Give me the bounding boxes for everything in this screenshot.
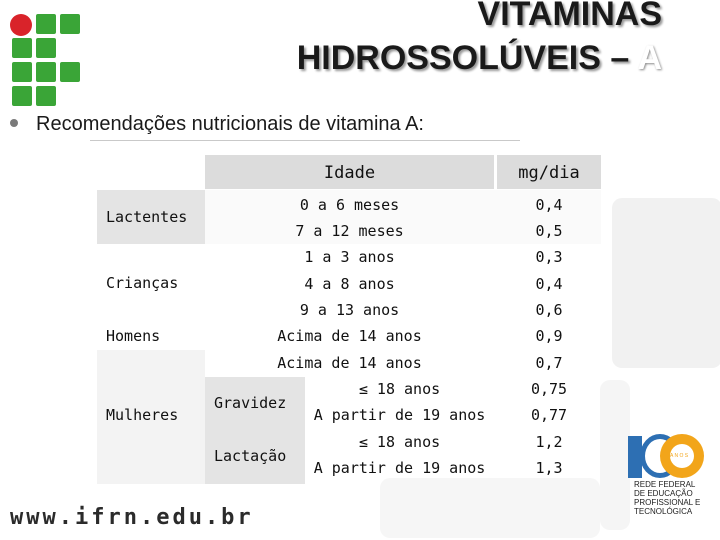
row-value: 0,5 — [535, 222, 563, 240]
row-value: 0,75 — [530, 380, 568, 398]
title-line-1: VITAMINAS — [477, 0, 662, 33]
bullet-text: Recomendações nutricionais de vitamina A: — [10, 113, 424, 136]
row-age: 0 a 6 meses — [299, 196, 400, 214]
group-pregnancy: Gravidez — [214, 394, 287, 412]
group-women: Mulheres — [106, 406, 179, 424]
anniversary-logo — [626, 432, 706, 532]
row-value: 1,3 — [535, 459, 563, 477]
row-age: 9 a 13 anos — [299, 301, 400, 319]
title-line-2: HIDROSSOLÚVEIS – A — [296, 39, 662, 77]
row-value: 0,77 — [530, 406, 568, 424]
logo-letters: A N O S — [670, 453, 689, 459]
row-age: ≤ 18 anos — [358, 380, 441, 398]
group-children: Crianças — [106, 274, 179, 292]
row-age: Acima de 14 anos — [277, 327, 422, 345]
logo-text: REDE FEDERAL DE EDUCAÇÃO PROFISSIONAL E TECNOLÓGICA — [634, 480, 701, 516]
header-age: Idade — [323, 163, 376, 183]
row-age: Acima de 14 anos — [277, 354, 422, 372]
row-value: 0,7 — [535, 354, 563, 372]
row-age: ≤ 18 anos — [358, 433, 441, 451]
row-value: 1,2 — [535, 433, 563, 451]
group-infants: Lactentes — [106, 208, 188, 226]
row-value: 0,3 — [535, 248, 563, 266]
group-lactation: Lactação — [214, 447, 287, 465]
row-age: 4 a 8 anos — [304, 275, 395, 293]
row-value: 0,6 — [535, 301, 563, 319]
footer-url[interactable]: www.ifrn.edu.br — [10, 505, 254, 530]
row-age: 1 a 3 anos — [304, 248, 395, 266]
row-value: 0,4 — [535, 196, 563, 214]
row-age: A partir de 19 anos — [313, 459, 486, 477]
row-age: 7 a 12 meses — [295, 222, 404, 240]
row-value: 0,4 — [535, 275, 563, 293]
row-age: A partir de 19 anos — [313, 406, 486, 424]
group-men: Homens — [106, 327, 161, 345]
row-value: 0,9 — [535, 327, 563, 345]
title-accent: A — [637, 39, 662, 77]
header-dose: mg/dia — [518, 163, 580, 183]
